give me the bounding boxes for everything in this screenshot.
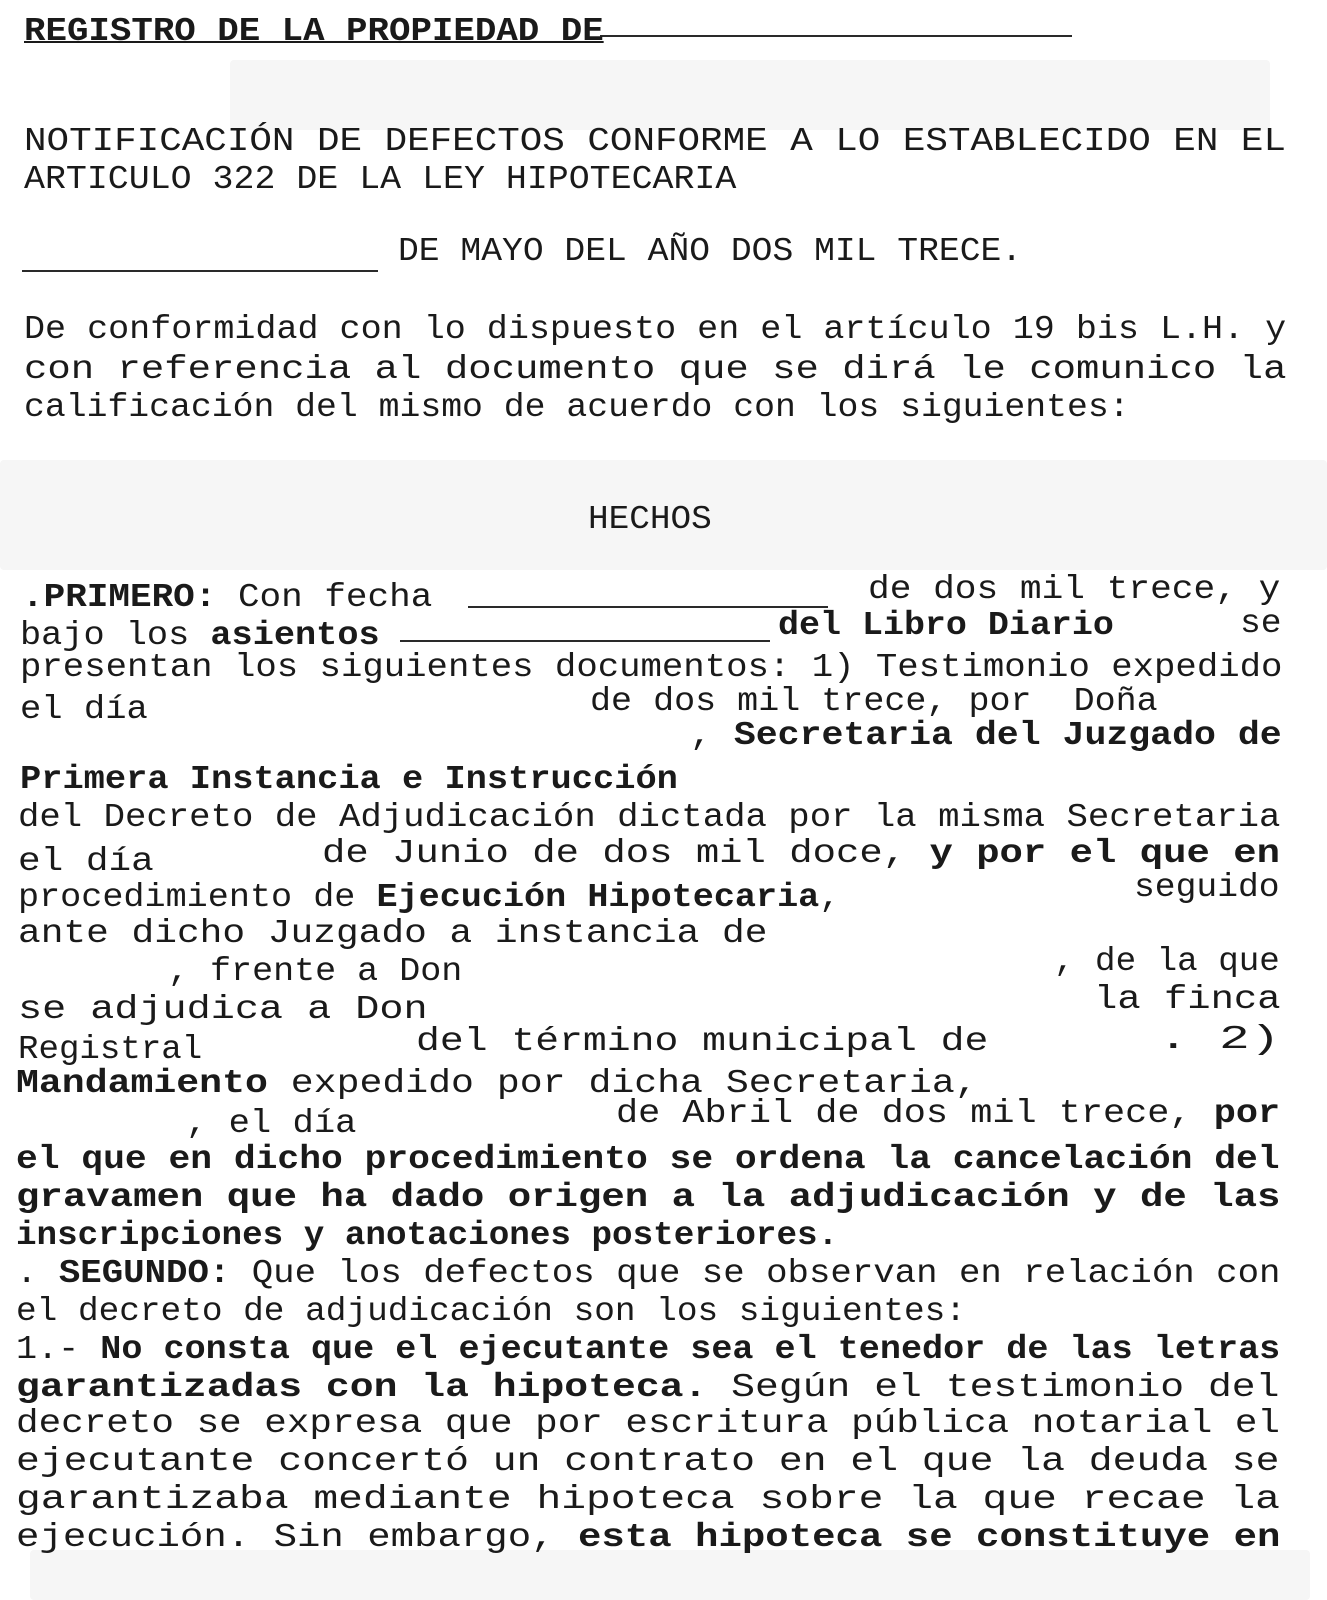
defect-1-line-5: garantizaba mediante hipoteca sobre la que recae la xyxy=(16,1481,1280,1518)
primero-line-18: inscripciones y anotaciones posteriores. xyxy=(16,1217,839,1254)
primero-line-1-start: .PRIMERO: Con fecha xyxy=(22,579,433,616)
primero-line-13-end: . 2) xyxy=(1158,1021,1281,1058)
primero-line-11-end: , de la que xyxy=(1054,943,1280,980)
primero-line-6: Primera Instancia e Instrucción xyxy=(20,761,678,798)
primero-line-2-mid: del Libro Diario xyxy=(778,607,1114,644)
primero-line-11-start: , frente a Don xyxy=(168,953,463,990)
segundo-line-2: el decreto de adjudicación son los siguientes: xyxy=(16,1293,966,1330)
primero-line-12-end: la finca xyxy=(1094,981,1281,1018)
primero-line-7: del Decreto de Adjudicación dictada por la misma Secretaria xyxy=(18,799,1281,836)
defect-1-line-4: ejecutante concertó un contrato en el que la deuda se xyxy=(16,1443,1280,1480)
primero-line-3: presentan los siguientes documentos: 1) Testimonio expedido xyxy=(20,649,1283,686)
segundo-line-1: . SEGUNDO: Que los defectos que se observan en relación con xyxy=(16,1255,1281,1292)
notification-heading-line-1: NOTIFICACIÓN DE DEFECTOS CONFORME A LO ESTABLECIDO EN EL xyxy=(24,123,1286,160)
primero-line-9-start: procedimiento de Ejecución Hipotecaria, xyxy=(18,879,841,916)
date-line: DE MAYO DEL AÑO DOS MIL TRECE. xyxy=(398,233,1023,270)
defect-1-line-6: ejecución. Sin embargo, esta hipoteca se constituye en xyxy=(16,1519,1281,1556)
section-heading-hechos: HECHOS xyxy=(588,501,712,538)
primero-line-9-end: seguido xyxy=(1134,869,1280,906)
primero-line-12-start: se adjudica a Don xyxy=(18,991,428,1028)
primero-line-2-start: bajo los asientos xyxy=(20,617,380,654)
primero-line-1-end: de dos mil trece, y xyxy=(868,571,1281,608)
defect-1-line-2: garantizadas con la hipoteca. Según el testimonio del xyxy=(16,1369,1280,1406)
primero-line-13-mid: del término municipal de xyxy=(416,1023,989,1060)
primero-line-10: ante dicho Juzgado a instancia de xyxy=(18,915,768,952)
blank-field-line xyxy=(468,606,828,608)
registry-title: REGISTRO DE LA PROPIEDAD DE xyxy=(24,13,604,50)
defect-1-line-3: decreto se expresa que por escritura pública notarial el xyxy=(16,1405,1280,1442)
primero-line-8-end: de Junio de dos mil doce, y por el que en xyxy=(322,835,1280,872)
intro-line-1: De conformidad con lo dispuesto en el artículo 19 bis L.H. y xyxy=(24,311,1287,348)
primero-line-5: , Secretaria del Juzgado de xyxy=(690,717,1282,754)
primero-line-15-start: , el día xyxy=(186,1105,357,1142)
defect-1-line-1: 1.- No consta que el ejecutante sea el tenedor de las letras xyxy=(16,1331,1281,1368)
blank-field-line xyxy=(22,270,378,272)
primero-line-17: gravamen que ha dado origen a la adjudicación y de las xyxy=(16,1179,1281,1216)
intro-line-2: con referencia al documento que se dirá le comunico la xyxy=(24,351,1287,388)
blank-field-line xyxy=(600,35,1072,37)
notification-heading-line-2: ARTICULO 322 DE LA LEY HIPOTECARIA xyxy=(24,161,737,198)
primero-line-15-end: de Abril de dos mil trece, por xyxy=(616,1095,1281,1132)
scan-smudge xyxy=(230,60,1270,130)
primero-line-4-end: de dos mil trece, por Doña xyxy=(590,683,1158,720)
primero-line-16: el que en dicho procedimiento se ordena la cancelación del xyxy=(16,1141,1280,1178)
primero-line-2-end: se xyxy=(1240,605,1282,642)
intro-line-3: calificación del mismo de acuerdo con los siguientes: xyxy=(24,389,1130,426)
primero-line-4-start: el día xyxy=(20,691,148,728)
primero-line-14: Mandamiento expedido por dicha Secretaria, xyxy=(16,1065,978,1102)
primero-line-8-start: el día xyxy=(18,843,154,880)
primero-line-13-start: Registral xyxy=(18,1031,203,1068)
blank-field-line xyxy=(400,640,770,642)
